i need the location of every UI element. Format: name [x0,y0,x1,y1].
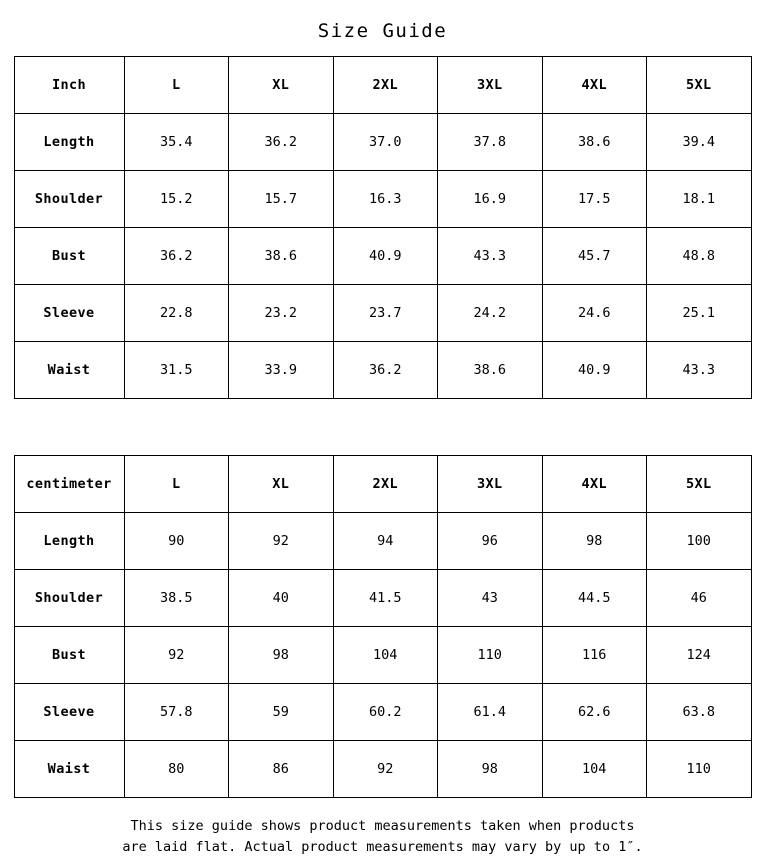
column-header: 5XL [647,57,752,114]
column-header: 2XL [333,456,438,513]
row-label: Bust [14,228,124,285]
row-label: Bust [14,627,124,684]
column-header: 3XL [438,456,543,513]
row-label: Sleeve [14,684,124,741]
table-cell: 43.3 [647,342,752,399]
page-title: Size Guide [317,20,448,42]
table-cell: 44.5 [542,570,647,627]
footnote [14,798,751,858]
table-cell: 23.2 [229,285,334,342]
unit-label: Inch [14,57,124,114]
inch-size-table [14,56,752,399]
table-cell: 45.7 [542,228,647,285]
row-label: Waist [14,342,124,399]
table-cell: 124 [647,627,752,684]
column-header: 2XL [333,57,438,114]
table-cell: 92 [333,741,438,798]
table-row [14,285,751,342]
table-cell: 98 [229,627,334,684]
table-cell: 104 [542,741,647,798]
table-cell: 37.0 [333,114,438,171]
table-header-row [14,456,751,513]
table-cell: 25.1 [647,285,752,342]
table-cell: 16.9 [438,171,543,228]
table-cell: 104 [333,627,438,684]
table-cell: 46 [647,570,752,627]
table-cell: 80 [124,741,229,798]
table-row [14,741,751,798]
table-cell: 43 [438,570,543,627]
table-cell: 24.6 [542,285,647,342]
table-cell: 38.5 [124,570,229,627]
table-cell: 116 [542,627,647,684]
footnote-line-1: This size guide shows product measurements taken when products [130,818,635,834]
table-row [14,627,751,684]
table-cell: 92 [229,513,334,570]
table-cell: 15.7 [229,171,334,228]
table-row [14,684,751,741]
column-header: L [124,57,229,114]
table-cell: 60.2 [333,684,438,741]
table-cell: 31.5 [124,342,229,399]
table-cell: 63.8 [647,684,752,741]
table-cell: 39.4 [647,114,752,171]
column-header: 4XL [542,57,647,114]
table-row [14,342,751,399]
column-header: 5XL [647,456,752,513]
table-cell: 98 [438,741,543,798]
column-header: XL [229,57,334,114]
table-cell: 16.3 [333,171,438,228]
row-label: Sleeve [14,285,124,342]
table-cell: 38.6 [438,342,543,399]
column-header: L [124,456,229,513]
table-cell: 96 [438,513,543,570]
column-header: 4XL [542,456,647,513]
table-cell: 23.7 [333,285,438,342]
table-cell: 48.8 [647,228,752,285]
row-label: Length [14,513,124,570]
row-label: Shoulder [14,570,124,627]
table-cell: 33.9 [229,342,334,399]
table-cell: 94 [333,513,438,570]
table-cell: 98 [542,513,647,570]
table-cell: 90 [124,513,229,570]
centimeter-size-table [14,455,752,798]
table-cell: 37.8 [438,114,543,171]
table-cell: 110 [438,627,543,684]
table-cell: 24.2 [438,285,543,342]
table-cell: 22.8 [124,285,229,342]
row-label: Shoulder [14,171,124,228]
row-label: Length [14,114,124,171]
table-cell: 43.3 [438,228,543,285]
column-header: XL [229,456,334,513]
unit-label: centimeter [14,456,124,513]
table-cell: 110 [647,741,752,798]
table-cell: 59 [229,684,334,741]
table-cell: 36.2 [333,342,438,399]
table-cell: 61.4 [438,684,543,741]
table-row [14,114,751,171]
table-cell: 38.6 [542,114,647,171]
table-row [14,171,751,228]
table-gap [0,399,765,455]
table-cell: 40.9 [542,342,647,399]
table-cell: 100 [647,513,752,570]
footnote-line-2: are laid flat. Actual product measurements may vary by up to 1″. [122,839,643,855]
table-cell: 38.6 [229,228,334,285]
table-cell: 41.5 [333,570,438,627]
table-row [14,570,751,627]
table-cell: 62.6 [542,684,647,741]
table-cell: 36.2 [124,228,229,285]
row-label: Waist [14,741,124,798]
table-row [14,228,751,285]
table-cell: 35.4 [124,114,229,171]
table-row [14,513,751,570]
table-cell: 57.8 [124,684,229,741]
table-cell: 18.1 [647,171,752,228]
column-header: 3XL [438,57,543,114]
table-cell: 36.2 [229,114,334,171]
table-cell: 92 [124,627,229,684]
table-header-row [14,57,751,114]
table-cell: 40 [229,570,334,627]
table-cell: 40.9 [333,228,438,285]
table-cell: 86 [229,741,334,798]
table-cell: 17.5 [542,171,647,228]
table-cell: 15.2 [124,171,229,228]
